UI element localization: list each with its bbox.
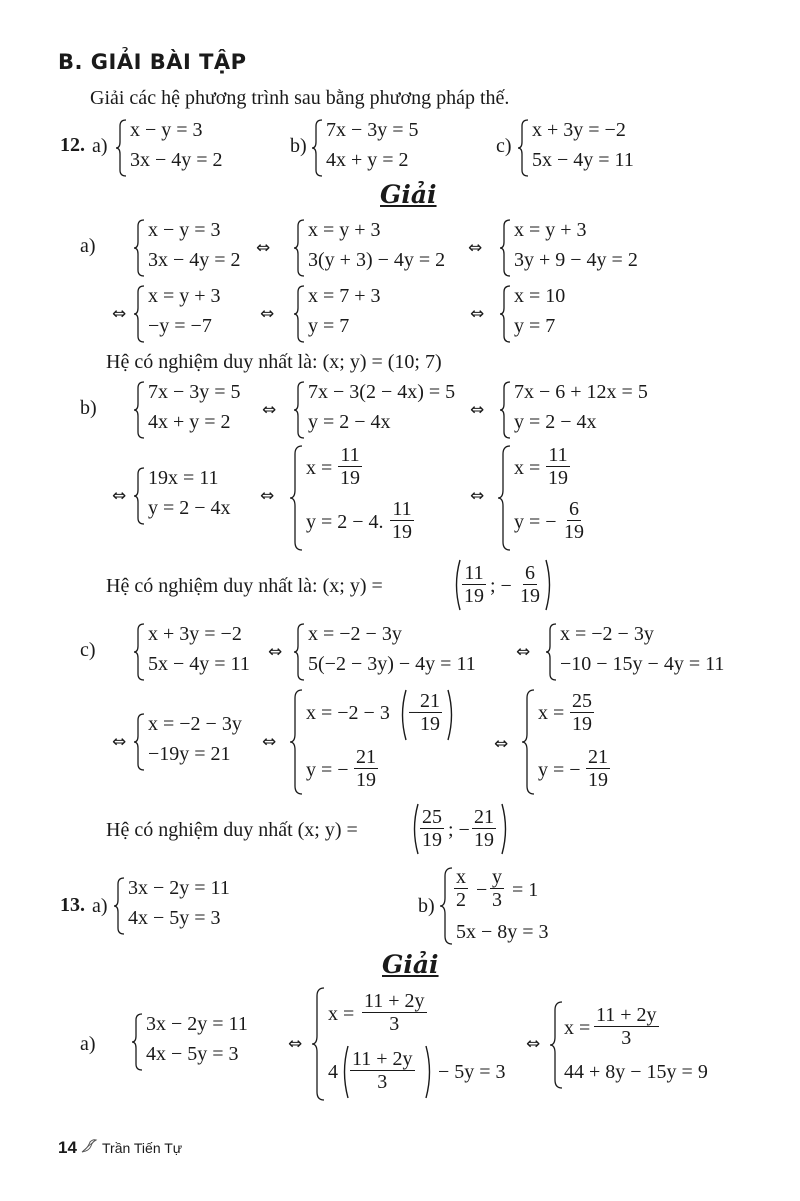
exercise-13-number: 13. <box>60 894 85 916</box>
section-heading: B. GIẢI BÀI TẬP <box>58 50 247 74</box>
sol12b-s2-eq2: y = 2 − 4x <box>308 411 391 433</box>
sol12b-s6-y-prefix: y = − <box>514 511 557 533</box>
sol12c-conclusion: Hệ có nghiệm duy nhất (x; y) = <box>106 819 358 841</box>
brace <box>290 444 304 552</box>
exercise-12-number: 12. <box>60 134 85 156</box>
denominator: 19 <box>474 829 494 851</box>
numerator: x <box>456 866 466 888</box>
numerator: 11 + 2y <box>352 1048 413 1070</box>
brace <box>546 622 558 682</box>
iff-symbol: ⇔ <box>468 238 483 258</box>
sol12a-s2-eq2: 3(y + 3) − 4y = 2 <box>308 249 446 271</box>
numerator: 11 <box>464 562 484 584</box>
q12c-eq2: 5x − 4y = 11 <box>532 149 634 171</box>
q13a-eq2: 4x − 5y = 3 <box>128 907 221 929</box>
iff-symbol: ⇔ <box>256 238 271 258</box>
q13a-label: a) <box>92 895 108 917</box>
fraction <box>462 562 486 607</box>
q12b-eq1: 7x − 3y = 5 <box>326 119 419 141</box>
sol13a-label: a) <box>80 1033 96 1055</box>
sol13a-s2-y-prefix: 4 <box>328 1061 338 1083</box>
numerator: 21 <box>356 746 376 768</box>
brace <box>518 118 530 178</box>
denominator: 19 <box>520 585 540 607</box>
sol12a-s5-eq2: y = 7 <box>308 315 350 337</box>
sol12a-s3-eq1: x = y + 3 <box>514 219 587 241</box>
brace <box>550 1000 564 1090</box>
fraction <box>350 1048 415 1093</box>
fraction <box>454 866 468 911</box>
brace <box>500 284 512 344</box>
q12b-eq2: 4x + y = 2 <box>326 149 409 171</box>
page-number: 14 <box>58 1138 77 1157</box>
answer-separator: ; − <box>490 575 512 597</box>
fraction <box>586 746 610 791</box>
fraction <box>418 690 442 735</box>
brace <box>312 986 326 1102</box>
q13b-minus: − <box>476 879 488 901</box>
brace <box>134 712 146 772</box>
sol12b-s6-x-prefix: x = <box>514 457 541 479</box>
fraction <box>518 562 542 607</box>
sol12b-s3-eq2: y = 2 − 4x <box>514 411 597 433</box>
sol12c-s1-eq1: x + 3y = −2 <box>148 623 242 645</box>
solution-label: Giải <box>382 950 439 979</box>
brace <box>294 284 306 344</box>
left-paren <box>398 688 408 742</box>
iff-symbol: ⇔ <box>470 304 485 324</box>
numerator: 21 <box>420 690 440 712</box>
sol12c-s3-eq2: −10 − 15y − 4y = 11 <box>560 653 725 675</box>
iff-symbol: ⇔ <box>268 642 283 662</box>
brace <box>134 622 146 682</box>
sol12b-s1-eq1: 7x − 3y = 5 <box>148 381 241 403</box>
denominator: 3 <box>621 1027 632 1049</box>
q13b-rhs: = 1 <box>512 879 539 901</box>
q12a-label: a) <box>92 135 108 157</box>
brace <box>134 466 146 526</box>
sol12c-s4-eq2: −19y = 21 <box>148 743 231 765</box>
sol13a-s3-x-prefix: x = <box>564 1017 591 1039</box>
q12a-eq1: x − y = 3 <box>130 119 203 141</box>
denominator: 19 <box>464 585 484 607</box>
sol12b-s2-eq1: 7x − 3(2 − 4x) = 5 <box>308 381 456 403</box>
denominator: 19 <box>548 467 568 489</box>
right-paren <box>544 558 554 612</box>
fraction <box>562 498 586 543</box>
numerator: 11 <box>392 498 412 520</box>
sol12b-s4-eq2: y = 2 − 4x <box>148 497 231 519</box>
iff-symbol: ⇔ <box>260 486 275 506</box>
sol12a-s4-eq1: x = y + 3 <box>148 285 221 307</box>
sol13a-s1-eq2: 4x − 5y = 3 <box>146 1043 239 1065</box>
brace <box>294 622 306 682</box>
q13b-label: b) <box>418 895 435 917</box>
sol12a-s6-eq2: y = 7 <box>514 315 556 337</box>
sol12a-label: a) <box>80 235 96 257</box>
brace <box>440 866 454 946</box>
sol12a-s1-eq1: x − y = 3 <box>148 219 221 241</box>
sol13a-s1-eq1: 3x − 2y = 11 <box>146 1013 248 1035</box>
sol12c-s2-eq2: 5(−2 − 3y) − 4y = 11 <box>308 653 476 675</box>
right-paren <box>424 1044 434 1100</box>
q12b-label: b) <box>290 135 307 157</box>
sol13a-s2-x-prefix: x = <box>328 1003 355 1025</box>
brace <box>500 380 512 440</box>
fraction <box>354 746 378 791</box>
right-paren <box>446 688 456 742</box>
denominator: 2 <box>456 889 466 911</box>
iff-symbol: ⇔ <box>112 732 127 752</box>
numerator: 11 <box>340 444 360 466</box>
brace <box>500 218 512 278</box>
fraction <box>420 806 444 851</box>
numerator: 25 <box>572 690 592 712</box>
author-name: Trần Tiến Tự <box>102 1140 183 1156</box>
fraction <box>570 690 594 735</box>
sol12c-s3-eq1: x = −2 − 3y <box>560 623 654 645</box>
sol12c-s6-x-prefix: x = <box>538 702 565 724</box>
sol12a-s6-eq1: x = 10 <box>514 285 566 307</box>
sol12c-s4-eq1: x = −2 − 3y <box>148 713 242 735</box>
fraction <box>362 990 427 1035</box>
fraction <box>594 1004 659 1049</box>
sol12c-s1-eq2: 5x − 4y = 11 <box>148 653 250 675</box>
sol12a-s2-eq1: x = y + 3 <box>308 219 381 241</box>
q12c-label: c) <box>496 135 512 157</box>
fraction <box>490 866 504 911</box>
fraction <box>472 806 496 851</box>
sol13a-s2-y-suffix: − 5y = 3 <box>438 1061 506 1083</box>
fraction <box>390 498 414 543</box>
iff-symbol: ⇔ <box>112 486 127 506</box>
denominator: 3 <box>389 1013 400 1035</box>
sol12a-s3-eq2: 3y + 9 − 4y = 2 <box>514 249 638 271</box>
numerator: y <box>492 866 502 888</box>
sol12c-s6-y-prefix: y = − <box>538 759 581 781</box>
numerator: 6 <box>569 498 579 520</box>
sol12a-conclusion: Hệ có nghiệm duy nhất là: (x; y) = (10; 7) <box>106 351 442 373</box>
denominator: 19 <box>588 769 608 791</box>
sol12a-s1-eq2: 3x − 4y = 2 <box>148 249 241 271</box>
brace <box>134 380 146 440</box>
iff-symbol: ⇔ <box>262 732 277 752</box>
sol12a-s5-eq1: x = 7 + 3 <box>308 285 381 307</box>
q12a-eq2: 3x − 4y = 2 <box>130 149 223 171</box>
numerator: 6 <box>525 562 535 584</box>
denominator: 19 <box>564 521 584 543</box>
iff-symbol: ⇔ <box>260 304 275 324</box>
numerator: 11 + 2y <box>596 1004 657 1026</box>
iff-symbol: ⇔ <box>494 734 509 754</box>
numerator: 11 <box>548 444 568 466</box>
solution-label: Giải <box>380 180 437 209</box>
sol12b-s5-x-prefix: x = <box>306 457 333 479</box>
sol12c-s5-x-prefix: x = −2 − 3 <box>306 702 390 724</box>
answer-separator: ; − <box>448 819 470 841</box>
denominator: 3 <box>377 1071 388 1093</box>
sol12b-s4-eq1: 19x = 11 <box>148 467 219 489</box>
left-paren <box>452 558 462 612</box>
denominator: 3 <box>492 889 502 911</box>
brace <box>116 118 128 178</box>
numerator: 11 + 2y <box>364 990 425 1012</box>
brace <box>134 284 146 344</box>
sol12c-s5-y-prefix: y = − <box>306 759 349 781</box>
brace <box>294 218 306 278</box>
brace <box>290 688 304 796</box>
denominator: 19 <box>422 829 442 851</box>
denominator: 19 <box>356 769 376 791</box>
numerator: 25 <box>422 806 442 828</box>
denominator: 19 <box>340 467 360 489</box>
sol12b-label: b) <box>80 397 97 419</box>
fraction <box>546 444 570 489</box>
right-paren <box>500 802 510 856</box>
brace <box>312 118 324 178</box>
iff-symbol: ⇔ <box>262 400 277 420</box>
numerator: 21 <box>474 806 494 828</box>
denominator: 19 <box>572 713 592 735</box>
sol13a-s3-eq2: 44 + 8y − 15y = 9 <box>564 1061 708 1083</box>
brace <box>114 876 126 936</box>
iff-symbol: ⇔ <box>470 400 485 420</box>
iff-symbol: ⇔ <box>516 642 531 662</box>
brace <box>294 380 306 440</box>
sol12c-label: c) <box>80 639 96 661</box>
quill-icon <box>80 1138 98 1154</box>
brace <box>522 688 536 796</box>
sol12c-s2-eq1: x = −2 − 3y <box>308 623 402 645</box>
brace <box>132 1012 144 1072</box>
brace <box>498 444 512 552</box>
left-paren <box>410 802 420 856</box>
sol12b-s1-eq2: 4x + y = 2 <box>148 411 231 433</box>
q12c-eq1: x + 3y = −2 <box>532 119 626 141</box>
left-paren <box>340 1044 350 1100</box>
denominator: 19 <box>420 713 440 735</box>
denominator: 19 <box>392 521 412 543</box>
q13b-eq2: 5x − 8y = 3 <box>456 921 549 943</box>
sol12b-conclusion: Hệ có nghiệm duy nhất là: (x; y) = <box>106 575 383 597</box>
q13a-eq1: 3x − 2y = 11 <box>128 877 230 899</box>
iff-symbol: ⇔ <box>470 486 485 506</box>
iff-symbol: ⇔ <box>112 304 127 324</box>
brace <box>134 218 146 278</box>
intro-text: Giải các hệ phương trình sau bằng phương pháp thế. <box>90 87 510 109</box>
sol12b-s5-y-prefix: y = 2 − 4. <box>306 511 384 533</box>
iff-symbol: ⇔ <box>526 1034 541 1054</box>
numerator: 21 <box>588 746 608 768</box>
fraction <box>338 444 362 489</box>
iff-symbol: ⇔ <box>288 1034 303 1054</box>
sol12a-s4-eq2: −y = −7 <box>148 315 212 337</box>
sol12b-s3-eq1: 7x − 6 + 12x = 5 <box>514 381 648 403</box>
sol12c-s5-inner-minus: − <box>408 702 420 724</box>
